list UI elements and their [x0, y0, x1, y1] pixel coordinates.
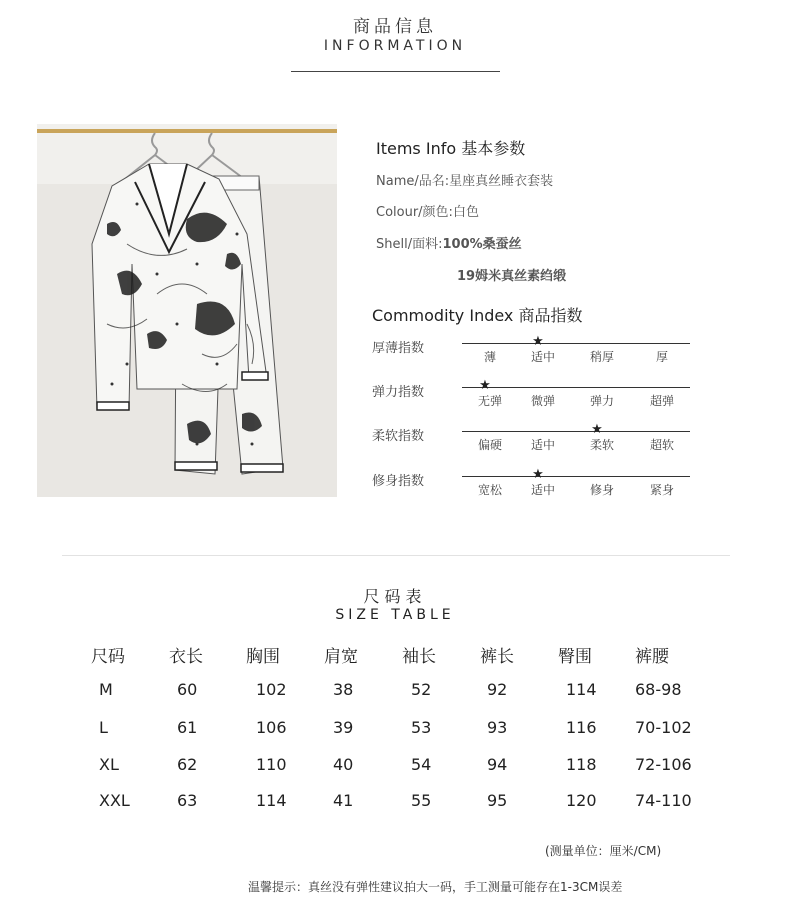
size-table-header: 臀围 — [558, 647, 592, 667]
warm-tip-note: 温馨提示：真丝没有弹性建议拍大一码，手工测量可能存在1-3CM误差 — [248, 880, 623, 894]
index-scale-line — [462, 431, 690, 432]
shell-row — [376, 233, 522, 252]
name-value: 星座真丝睡衣套装 — [449, 174, 554, 189]
index-option: 薄 — [483, 350, 496, 364]
index-option: 柔软 — [589, 438, 614, 452]
measurement-unit-note: (测量单位：厘米/CM) — [545, 844, 662, 858]
page-subtitle: INFORMATION — [323, 38, 467, 54]
index-option: 微弹 — [530, 394, 555, 408]
index-option: 紧身 — [649, 483, 674, 497]
size-table-subtitle: SIZE TABLE — [335, 607, 455, 623]
index-option: 修身 — [589, 483, 614, 497]
name-label: Name/品名: — [376, 174, 450, 189]
index-star-icon: ★ — [479, 378, 491, 393]
size-table-size-cell: XXL — [99, 791, 130, 810]
index-option: 偏硬 — [477, 438, 502, 452]
size-table-cell: 114 — [256, 791, 287, 810]
size-table-cell: 94 — [487, 755, 508, 774]
size-table-cell: 102 — [256, 680, 287, 699]
size-table-cell: 39 — [333, 718, 354, 737]
size-table-cell: 55 — [411, 791, 432, 810]
size-table-header: 胸围 — [246, 647, 280, 667]
shell-value: 100%桑蚕丝 — [442, 237, 522, 252]
index-option: 适中 — [530, 438, 555, 452]
size-table-cell: 54 — [411, 755, 432, 774]
size-table-cell: 74-110 — [635, 791, 692, 810]
size-table-cell: 95 — [487, 791, 508, 810]
colour-value: 白色 — [452, 205, 479, 220]
size-table-cell: 106 — [256, 718, 287, 737]
size-table-cell: 118 — [566, 755, 597, 774]
index-option: 适中 — [530, 350, 555, 364]
index-scale-line — [462, 387, 690, 388]
index-option: 弹力 — [589, 394, 614, 408]
section-divider — [62, 555, 730, 556]
commodity-index-title: Commodity Index 商品指数 — [372, 306, 583, 325]
size-table-cell: 72-106 — [635, 755, 692, 774]
size-table-header: 袖长 — [402, 647, 436, 667]
product-photo — [37, 124, 337, 497]
size-table-cell: 60 — [177, 680, 198, 699]
index-label: 柔软指数 — [372, 429, 425, 444]
index-option: 稍厚 — [589, 350, 614, 364]
shell-value-2: 19姆米真丝素绉缎 — [457, 269, 567, 284]
index-scale-line — [462, 343, 690, 344]
name-row — [376, 170, 553, 189]
index-option: 无弹 — [477, 394, 502, 408]
size-table-cell: 62 — [177, 755, 198, 774]
size-table-header: 裤腰 — [635, 647, 669, 667]
size-table-cell: 53 — [411, 718, 432, 737]
size-table-cell: 70-102 — [635, 718, 692, 737]
size-table-cell: 52 — [411, 680, 432, 699]
size-table-title: 尺码表 — [363, 587, 427, 606]
size-table-cell: 114 — [566, 680, 597, 699]
header-divider — [291, 71, 500, 72]
index-option: 宽松 — [477, 483, 502, 497]
index-option: 超软 — [649, 438, 674, 452]
index-label: 厚薄指数 — [372, 341, 425, 356]
pajama-illustration — [37, 124, 337, 497]
size-table-cell: 41 — [333, 791, 354, 810]
size-table-size-cell: XL — [99, 755, 119, 774]
size-table-header: 裤长 — [480, 647, 514, 667]
size-table-cell: 92 — [487, 680, 508, 699]
size-table-cell: 120 — [566, 791, 597, 810]
index-label: 弹力指数 — [372, 385, 425, 400]
index-option: 适中 — [530, 483, 555, 497]
size-table-cell: 110 — [256, 755, 287, 774]
size-table-header: 肩宽 — [324, 647, 358, 667]
items-info-title: Items Info 基本参数 — [376, 139, 526, 158]
index-star-icon: ★ — [591, 422, 603, 437]
size-table-cell: 38 — [333, 680, 354, 699]
shell-label: Shell/面料: — [376, 237, 443, 252]
index-star-icon: ★ — [532, 467, 544, 482]
page-title: 商品信息 — [353, 17, 437, 37]
size-table-cell: 68-98 — [635, 680, 682, 699]
size-table-size-cell: L — [99, 718, 108, 737]
colour-row — [376, 201, 479, 220]
size-table-size-cell: M — [99, 680, 113, 699]
index-scale-line — [462, 476, 690, 477]
colour-label: Colour/颜色: — [376, 205, 453, 220]
size-table-cell: 40 — [333, 755, 354, 774]
index-label: 修身指数 — [372, 474, 425, 489]
index-option: 厚 — [655, 350, 668, 364]
size-table-header: 衣长 — [169, 647, 203, 667]
size-table-cell: 63 — [177, 791, 198, 810]
size-table-cell: 61 — [177, 718, 198, 737]
size-table-cell: 116 — [566, 718, 597, 737]
index-star-icon: ★ — [532, 334, 544, 349]
index-option: 超弹 — [649, 394, 674, 408]
size-table-header: 尺码 — [91, 647, 125, 667]
size-table-cell: 93 — [487, 718, 508, 737]
